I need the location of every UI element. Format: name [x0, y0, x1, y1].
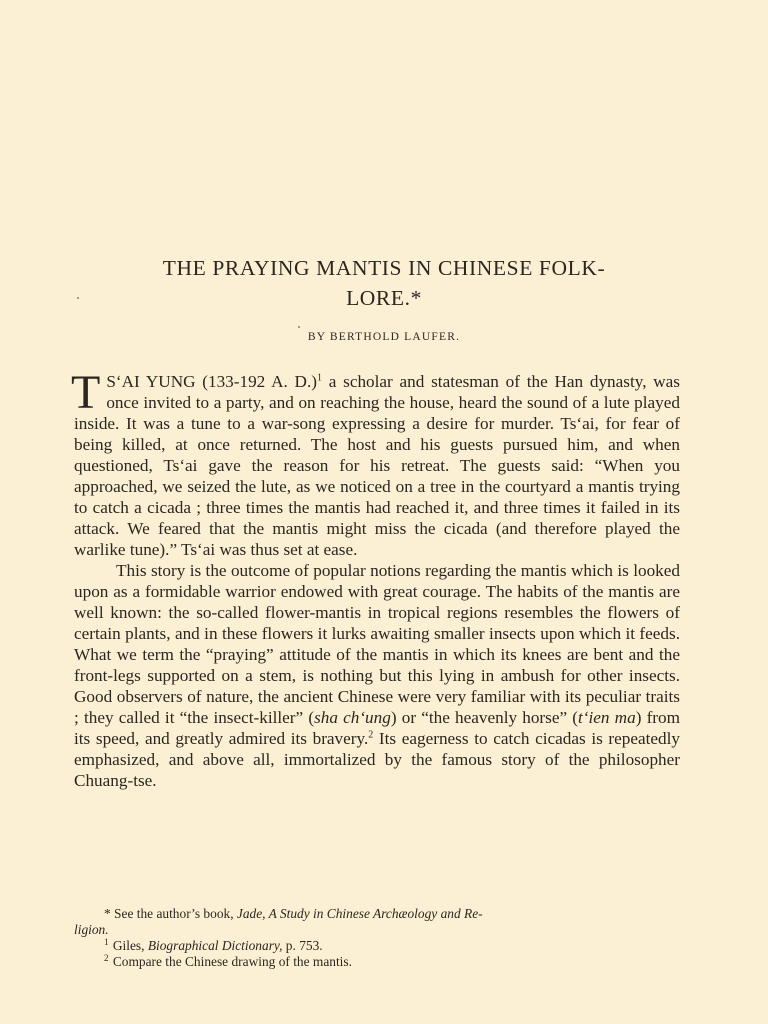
paragraph-2-text-d: Its eagerness to catch cicadas is repeatedly emphasized, and above all, immortalized by the famous story of the philosopher Chuang-tse. [74, 729, 680, 790]
paragraph-1 [71, 366, 680, 560]
footnote-1-book: Biographical Dictionary, [147, 938, 283, 953]
footnote-2-mark: 2 [104, 952, 109, 963]
footnote-star-text: See the author’s book, [110, 906, 237, 921]
paper-speck [77, 297, 79, 299]
article-byline: BY BERTHOLD LAUFER. [307, 331, 461, 343]
footnote-star-book: Jade, A Study in Chinese Archæology and Re- [236, 906, 483, 921]
article-body [71, 366, 680, 791]
chinese-term-tien-ma: t‘ien ma [578, 708, 636, 727]
footnote-2-text: Compare the Chinese drawing of the mantis. [109, 954, 352, 969]
footnote-star-mark: * [104, 906, 111, 921]
footnote-1-text-b: p. 753. [282, 938, 323, 953]
footnote-star-book-cont: ligion. [74, 922, 109, 937]
paragraph-2-text-b: ) or “the heavenly horse” ( [390, 708, 578, 727]
footnote-ref-2: 2 [368, 729, 374, 741]
footnotes [74, 906, 680, 970]
footnote-2 [74, 954, 680, 970]
drop-cap: T [71, 366, 101, 419]
paragraph-1-text: a scholar and statesman of the Han dynasty, was once invited to a party, and on reaching the house, heard the sound of a lute played inside. It was a tune to a war-song expressing a desire for murder. Ts‘ai, for fear of being killed, at once returned. The host and his guests pursued him, and when questioned, Ts‘ai gave the reason for his retreat. The guests said: “When you approached, we seized the lute, as we noticed on a tree in the courtyard a mantis trying to catch a cicada ; three times the mantis had reached it, and three times it failed in its attack. We feared that the mantis might miss the cicada (and therefore played the warlike tune).” Ts‘ai was thus set at ease. [74, 372, 680, 559]
footnote-1-mark: 1 [104, 936, 109, 947]
paragraph-1-lead: S‘AI YUNG (133-192 A. D.) [106, 372, 317, 391]
article-title-line-1: THE PRAYING MANTIS IN CHINESE FOLK- [162, 256, 606, 280]
footnote-star [74, 906, 680, 938]
chinese-term-sha-chung: sha ch‘ung [314, 708, 391, 727]
paragraph-2-text-c: ) from its speed, and greatly admired its bravery. [74, 708, 680, 748]
article-title-line-2: LORE.* [346, 286, 422, 310]
paragraph-2-text-a: This story is the outcome of popular notions regarding the mantis which is looked upon as a formidable warrior endowed with great courage. The habits of the mantis are well known: the so-called flower-mantis in tropical regions resembles the flowers of certain plants, and in these flowers it lurks awaiting smaller insects upon which it feeds. What we term the “praying” attitude of the mantis in which its knees are bent and the front-legs supported on a stem, is nothing but this lying in ambush for other insects. Good observers of nature, the ancient Chinese were very familiar with its peculiar traits ; they called it “the insect-killer” ( [74, 561, 680, 727]
paper-speck [298, 326, 300, 328]
footnote-1 [74, 938, 680, 954]
paragraph-2 [74, 560, 680, 791]
footnote-1-text-a: Giles, [109, 938, 148, 953]
footnote-ref-1: 1 [317, 372, 322, 384]
